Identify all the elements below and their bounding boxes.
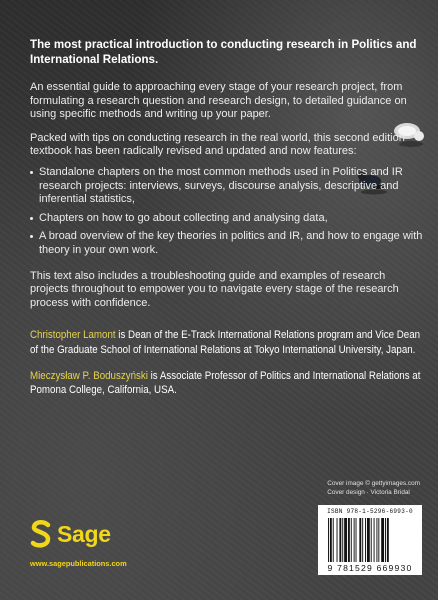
closing-paragraph: This text also includes a troubleshooting guide and examples of research projects throughout to empower you to navigate every stage of the research process with confidence. bbox=[30, 269, 399, 309]
sage-logo bbox=[30, 519, 111, 549]
design-credit: Cover design · Victoria Bridal bbox=[327, 488, 410, 496]
sage-s-icon bbox=[30, 519, 52, 549]
author-bio-text: is Associate Professor of Politics and International Relations at Pomona College, California, USA. bbox=[30, 369, 421, 396]
intro-paragraph: An essential guide to approaching every stage of your research project, from formulating a research question and research design, to detailed guidance on using specific methods and writing up your paper. bbox=[30, 81, 407, 121]
headline: The most practical introduction to conducting research in Politics and International Relations. bbox=[30, 38, 417, 66]
blurb-section bbox=[30, 38, 425, 409]
image-credit: Cover image © gettyimages.com bbox=[327, 480, 420, 487]
features-intro: Packed with tips on conducting research in the real world, this second edition textbook has been radically revised and updated and now features: bbox=[30, 131, 405, 158]
author-bio bbox=[30, 328, 427, 356]
publisher-website: www.sagepublications.com bbox=[30, 559, 127, 568]
cover-credits bbox=[327, 480, 420, 497]
isbn-barcode bbox=[318, 505, 422, 575]
isbn-label: ISBN 978-1-5296-6993-0 bbox=[327, 508, 413, 515]
feature-item: Chapters on how to go about collecting and analysing data, bbox=[30, 212, 425, 226]
publisher-name: Sage bbox=[57, 520, 111, 547]
feature-item: A broad overview of the key theories in politics and IR, and how to engage with theory in your own work. bbox=[30, 230, 425, 257]
features-list bbox=[30, 166, 425, 258]
feature-item: Standalone chapters on the most common methods used in Politics and IR research projects: interviews, surveys, discourse analysis, descriptive and inferential statistics, bbox=[30, 166, 425, 207]
author-bio bbox=[30, 369, 427, 397]
author-bio-text: is Dean of the E-Track International Relations program and Vice Dean of the Graduate School of International Relations at Tokyo International University, Japan. bbox=[30, 329, 421, 356]
author-name: Christopher Lamont bbox=[30, 329, 116, 342]
barcode-bars bbox=[328, 518, 412, 562]
author-name: Mieczysław P. Boduszyński bbox=[30, 369, 148, 382]
barcode-digits: 9 781529 669930 bbox=[327, 563, 413, 573]
